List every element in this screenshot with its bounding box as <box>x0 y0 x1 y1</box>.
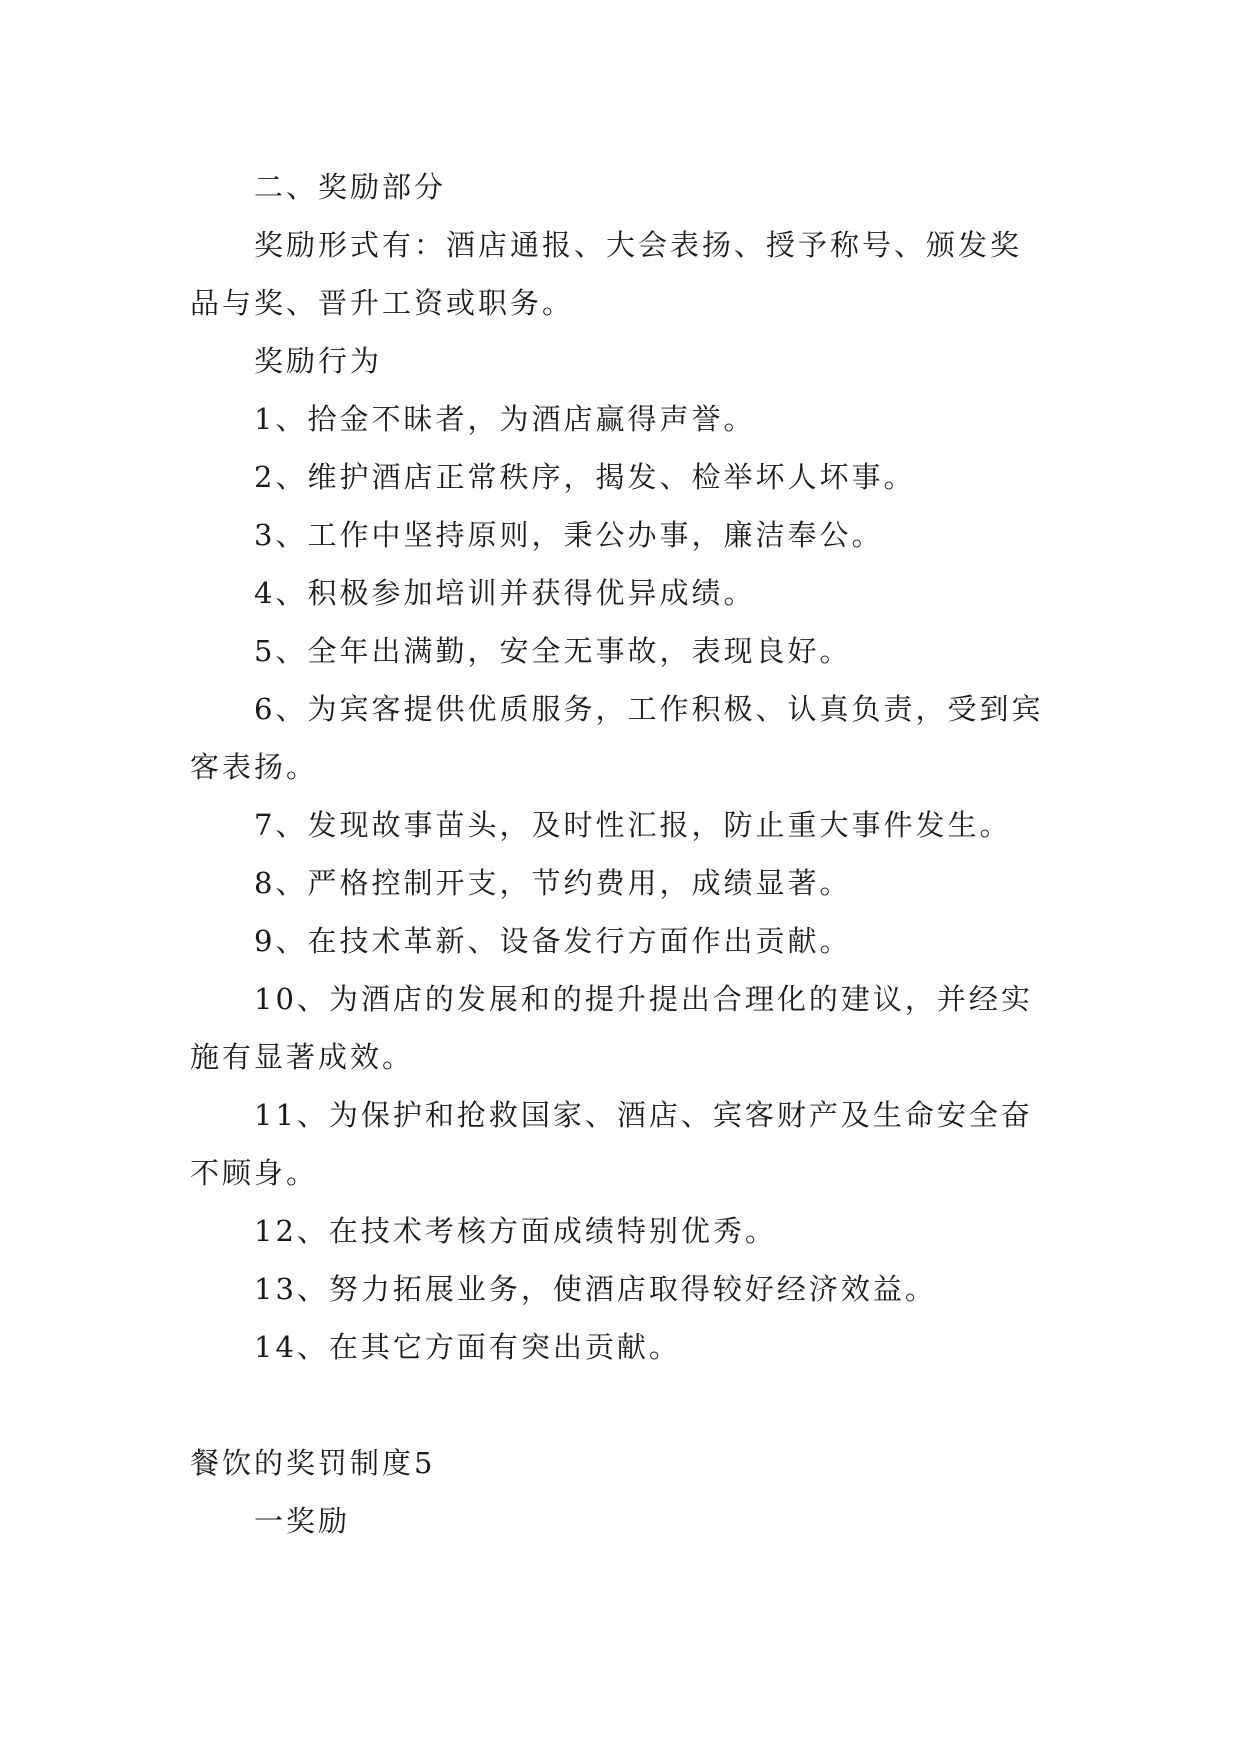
list-item: 12、在技术考核方面成绩特别优秀。 <box>254 1214 777 1248</box>
section-title: 二、奖励部分 <box>254 170 447 204</box>
reward-behaviors-title: 奖励行为 <box>254 344 383 378</box>
list-item: 6、为宾客提供优质服务，工作积极、认真负责，受到宾客表扬。 <box>190 692 1044 784</box>
list-item: 7、发现故事苗头，及时性汇报，防止重大事件发生。 <box>254 808 1012 842</box>
document-body <box>190 158 1052 1550</box>
list-item: 10、为酒店的发展和的提升提出合理化的建议，并经实施有显著成效。 <box>190 982 1033 1074</box>
list-item: 13、努力拓展业务，使酒店取得较好经济效益。 <box>254 1272 937 1306</box>
list-item: 4、积极参加培训并获得优异成绩。 <box>254 576 756 610</box>
list-item: 3、工作中坚持原则，秉公办事，廉洁奉公。 <box>254 518 884 552</box>
next-section-subtitle: 一奖励 <box>254 1504 351 1538</box>
list-item: 8、严格控制开支，节约费用，成绩显著。 <box>254 866 852 900</box>
list-item: 1、拾金不昧者，为酒店赢得声誉。 <box>254 402 756 436</box>
reward-forms-paragraph: 奖励形式有：酒店通报、大会表扬、授予称号、颁发奖品与奖、晋升工资或职务。 <box>190 228 1023 320</box>
next-section-title: 餐饮的奖罚制度5 <box>190 1446 436 1480</box>
list-item: 11、为保护和抢救国家、酒店、宾客财产及生命安全奋不顾身。 <box>190 1098 1033 1190</box>
list-item: 14、在其它方面有突出贡献。 <box>254 1330 681 1364</box>
list-item: 2、维护酒店正常秩序，揭发、检举坏人坏事。 <box>254 460 916 494</box>
list-item: 5、全年出满勤，安全无事故，表现良好。 <box>254 634 852 668</box>
spacer <box>190 1376 1052 1434</box>
list-item: 9、在技术革新、设备发行方面作出贡献。 <box>254 924 852 958</box>
